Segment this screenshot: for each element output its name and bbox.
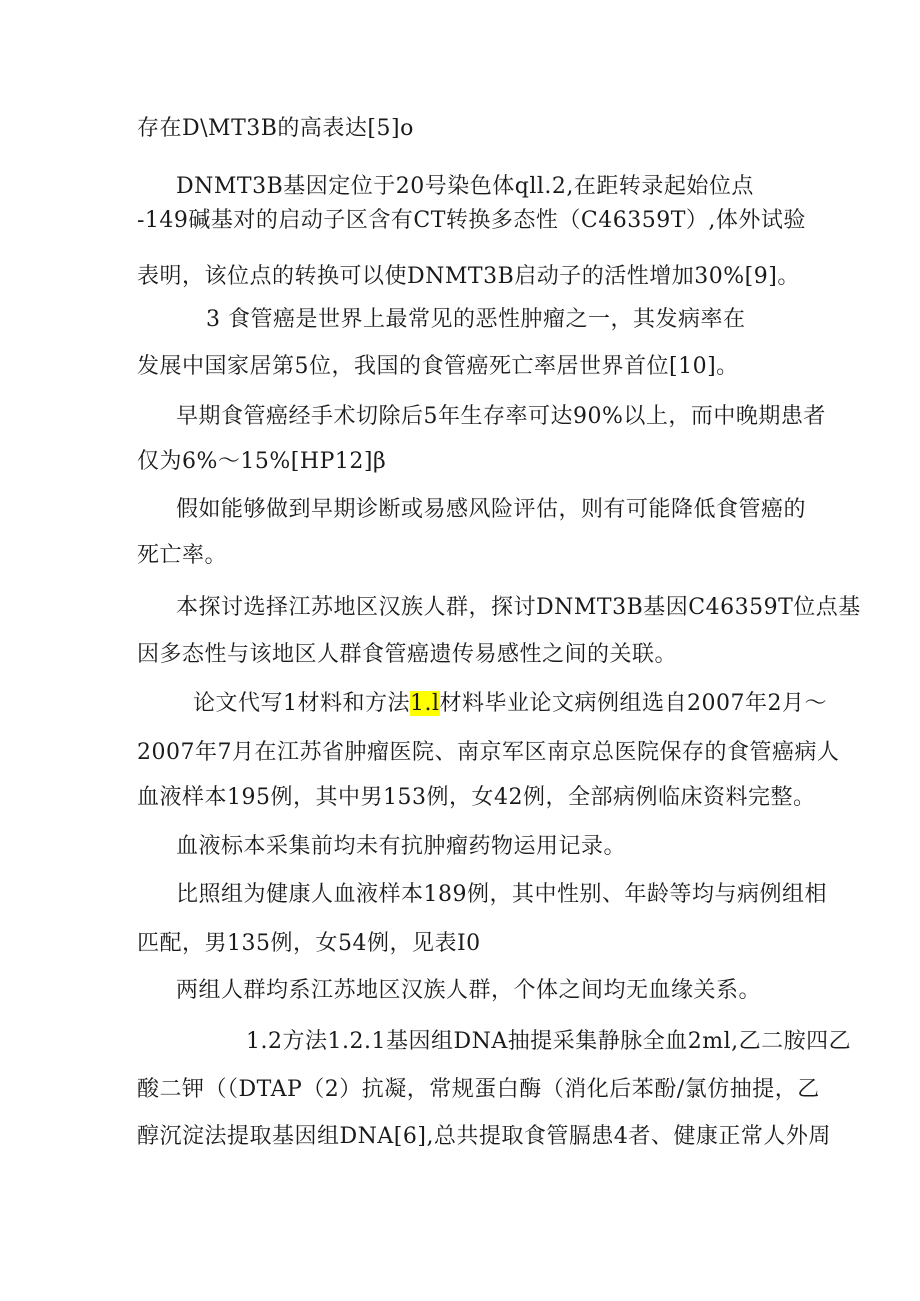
text-line: -149碱基对的启动子区含有CT转换多态性（C46359T）,体外试验 <box>137 208 806 233</box>
text-line: 存在D\MT3B的高表达[5]o <box>137 116 414 141</box>
text-line: 两组人群均系江苏地区汉族人群，个体之间均无血缘关系。 <box>176 978 762 1003</box>
text-line: 1.2方法1.2.1基因组DNA抽提采集静脉全血2ml,乙二胺四乙 <box>246 1029 852 1054</box>
text-line: 死亡率。 <box>137 543 228 568</box>
text-line: 2007年7月在江苏省肿瘤医院、南京军区南京总医院保存的食管癌病人 <box>137 740 840 765</box>
text-line: 表明，该位点的转换可以使DNMT3B启动子的活性增加30%[9]。 <box>137 264 800 289</box>
text-line: DNMT3B基因定位于20号染色体qll.2,在距转录起始位点 <box>176 174 754 199</box>
text-line: 醇沉淀法提取基因组DNA[6],总共提取食管膈患4者、健康正常人外周 <box>137 1124 831 1149</box>
text-line: 比照组为健康人血液样本189例，其中性别、年龄等均与病例组相 <box>176 882 827 907</box>
text-segment: 材料毕业论文病例组选自2007年2月～ <box>439 691 828 716</box>
text-line <box>193 689 827 719</box>
text-line: 血液标本采集前均未有抗肿瘤药物运用记录。 <box>176 834 627 859</box>
text-line: 血液样本195例，其中男153例，女42例，全部病例临床资料完整。 <box>137 785 816 810</box>
highlighted-text: 1.l <box>410 691 440 716</box>
text-line: 3 食管癌是世界上最常见的恶性肿瘤之一，其发病率在 <box>206 307 746 332</box>
text-line: 发展中国家居第5位，我国的食管癌死亡率居世界首位[10]。 <box>137 354 739 379</box>
text-line: 酸二钾（（DTAP（2）抗凝，常规蛋白酶（消化后苯酚/氯仿抽提，乙 <box>137 1077 820 1102</box>
text-line: 早期食管癌经手术切除后5年生存率可达90%以上，而中晚期患者 <box>176 404 826 429</box>
text-line: 匹配，男135例，女54例，见表I0 <box>137 931 481 956</box>
text-line: 因多态性与该地区人群食管癌遗传易感性之间的关联。 <box>137 642 678 667</box>
text-segment: 论文代写1材料和方法 <box>193 691 410 716</box>
text-line: 本探讨选择江苏地区汉族人群，探讨DNMT3B基因C46359T位点基 <box>176 595 861 620</box>
text-line: 假如能够做到早期诊断或易感风险评估，则有可能降低食管癌的 <box>176 497 807 522</box>
text-line: 仅为6%～15%[HP12]β <box>137 449 387 474</box>
